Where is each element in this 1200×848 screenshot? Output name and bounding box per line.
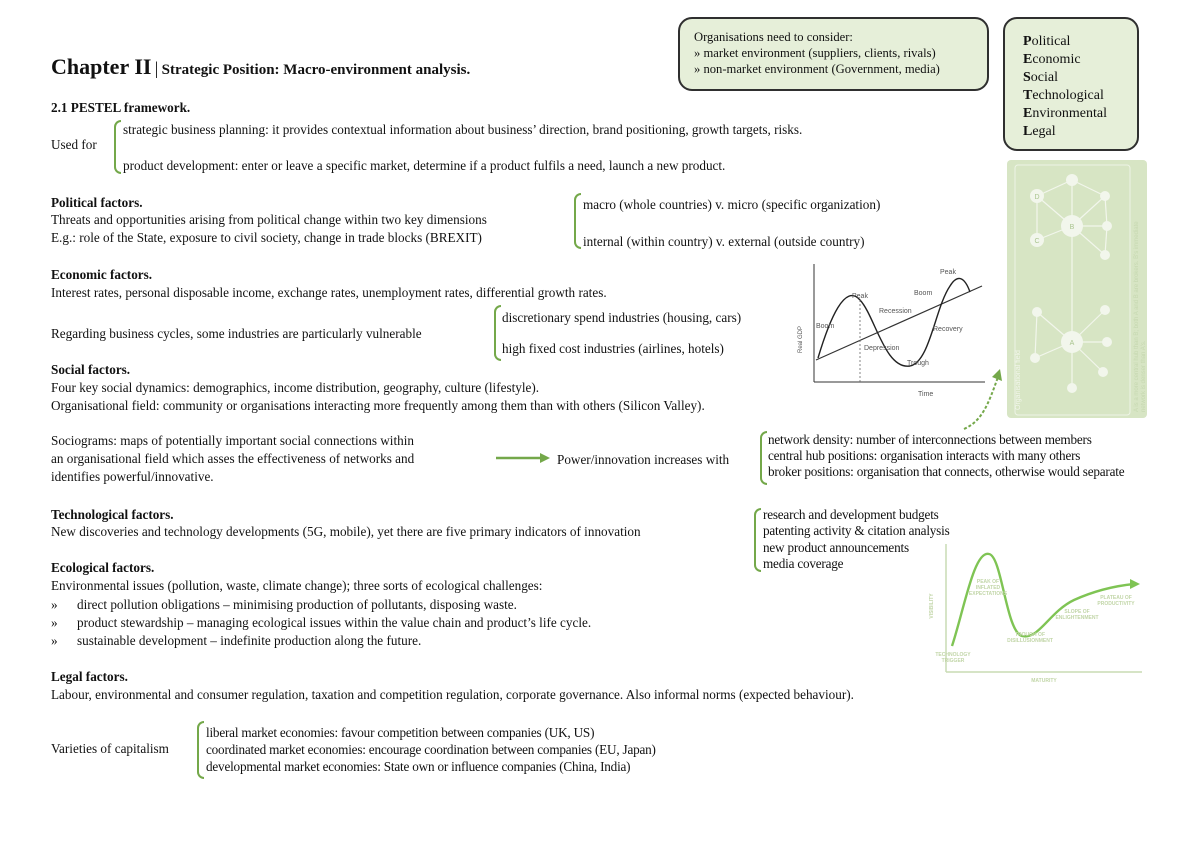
node-a-label: A: [1069, 340, 1075, 347]
used-for-label: Used for: [51, 137, 97, 152]
consider-line: » market environment (suppliers, clients, rivals): [694, 46, 936, 60]
economic-heading: Economic factors.: [51, 267, 153, 282]
power-innovation-label: Power/innovation increases with: [557, 452, 730, 467]
pestel-item: Technological: [1023, 88, 1104, 103]
pestel-heading: 2.1 PESTEL framework.: [51, 100, 191, 115]
political-line1: Threats and opportunities arising from political change within two key dimensions: [51, 212, 487, 227]
pestel-acronym-box: [1003, 17, 1139, 151]
title-separator: |: [154, 58, 159, 78]
industry-item: high fixed cost industries (airlines, hotels): [502, 341, 724, 356]
network-brace: [760, 431, 767, 485]
chart-xlabel: Time: [918, 391, 934, 398]
right-arrow: [496, 452, 552, 464]
pestel-item: Legal: [1023, 124, 1056, 139]
curved-arrow: [960, 365, 1008, 435]
political-heading: Political factors.: [51, 195, 143, 210]
hype-trough: TROUGH OF: [1015, 632, 1045, 638]
chapter-number: Chapter II: [51, 54, 152, 79]
use-strategic-planning: strategic business planning: it provides contextual information about business’ direction, brand positioning, growth targets, risks.: [123, 122, 803, 137]
hype-peak: EXPECTATIONS: [968, 591, 1008, 597]
hype-cycle-chart: [924, 540, 1148, 686]
economic-brace: [494, 305, 501, 361]
hype-plateau: PRODUCTIVITY: [1097, 601, 1135, 607]
capitalism-type: developmental market economies: State own or influence companies (China, India): [206, 759, 631, 774]
network-item: broker positions: organisation that connects, otherwise would separate: [768, 464, 1125, 479]
used-for-brace: [114, 120, 121, 174]
sociogram-definition: identifies powerful/innovative.: [51, 469, 214, 484]
chart-ylabel: Real GDP: [798, 325, 804, 353]
varieties-label: Varieties of capitalism: [51, 741, 169, 756]
sociogram-definition: Sociograms: maps of potentially important social connections within: [51, 433, 414, 448]
use-product-development: product development: enter or leave a specific market, determine if a product fulfils a need, launch a new product.: [123, 158, 726, 173]
ecological-heading: Ecological factors.: [51, 560, 155, 575]
pestel-item: Political: [1023, 34, 1071, 49]
capitalism-type: coordinated market economies: encourage coordination between companies (EU, Japan): [206, 742, 656, 757]
consider-line: Organisations need to consider:: [694, 30, 853, 44]
hype-trigger: TRIGGER: [941, 658, 965, 664]
sociogram-definition: an organisational field which asses the effectiveness of networks and: [51, 451, 415, 466]
hype-slope: ENLIGHTENMENT: [1055, 615, 1099, 621]
org-field-label: Organisational field: [1015, 350, 1022, 410]
ecological-item: sustainable development – indefinite production along the future.: [77, 633, 422, 648]
technological-line1: New discoveries and technology developments (5G, mobile), yet there are five primary indicators of innovation: [51, 524, 641, 539]
capitalism-type: liberal market economies: favour competition between companies (UK, US): [206, 725, 595, 740]
indicators-brace: [754, 508, 761, 572]
network-item: central hub positions: organisation interacts with many others: [768, 448, 1081, 463]
technological-heading: Technological factors.: [51, 507, 174, 522]
hype-ylabel: VISIBILITY: [929, 593, 935, 619]
consider-line: » non-market environment (Government, media): [694, 62, 940, 76]
ecological-item: direct pollution obligations – minimising production of pollutants, disposing waste.: [77, 597, 517, 612]
innovation-indicator: new product announcements: [763, 540, 909, 555]
chapter-title: [51, 54, 470, 83]
chapter-subtitle: Strategic Position: Macro-environment analysis.: [161, 62, 471, 78]
legal-heading: Legal factors.: [51, 669, 128, 684]
hype-slope: SLOPE OF: [1064, 609, 1090, 615]
chart-label-recovery: Recovery: [933, 326, 963, 333]
innovation-indicator: media coverage: [763, 556, 844, 571]
node-d-label: D: [1034, 194, 1040, 201]
chart-label-boom2: Boom: [914, 290, 933, 297]
chart-label-trough: Trough: [907, 360, 929, 367]
economic-line1: Interest rates, personal disposable income, exchange rates, unemployment rates, differential growth rates.: [51, 285, 607, 300]
sociogram-image: [1007, 160, 1147, 420]
innovation-indicator: research and development budgets: [763, 507, 939, 522]
hype-peak: INFLATED: [975, 585, 1001, 591]
sociogram-caption: network is denser than A's.: [1141, 340, 1147, 412]
political-dimension: internal (within country) v. external (outside country): [583, 234, 865, 249]
pestel-item: Environmental: [1023, 106, 1107, 121]
ecological-bullet: »: [51, 633, 58, 648]
political-line2: E.g.: role of the State, exposure to civil society, change in trade blocks (BREXIT): [51, 230, 482, 245]
node-b-label: B: [1069, 224, 1075, 231]
hype-xlabel: MATURITY: [1031, 678, 1057, 684]
consider-box: [678, 17, 989, 91]
pestel-item: Economic: [1023, 52, 1081, 67]
ecological-bullet: »: [51, 597, 58, 612]
hype-plateau: PLATEAU OF: [1100, 595, 1132, 601]
ecological-bullet: »: [51, 615, 58, 630]
network-item: network density: number of interconnections between members: [768, 432, 1092, 447]
social-heading: Social factors.: [51, 362, 131, 377]
hype-trough: DISILLUSIONMENT: [1007, 638, 1053, 644]
ecological-item: product stewardship – managing ecological issues within the value chain and product’s life cycle.: [77, 615, 592, 630]
chart-label-recession: Recession: [879, 308, 912, 315]
chart-label-peak2: Peak: [940, 269, 956, 276]
chart-label-depression: Depression: [864, 345, 900, 352]
chart-label-boom1: Boom: [816, 323, 835, 330]
sociogram-caption: A is a more central hub than B; both A and B are brokers. B's immediate: [1134, 221, 1140, 412]
innovation-indicator: patenting activity & citation analysis: [763, 523, 950, 538]
ecological-line1: Environmental issues (pollution, waste, climate change); three sorts of ecological challenges:: [51, 578, 543, 593]
social-line2: Organisational field: community or organisations interacting more frequently among them than with others (Silicon Valley).: [51, 398, 705, 413]
node-c-label: C: [1034, 238, 1040, 245]
industry-item: discretionary spend industries (housing, cars): [502, 310, 742, 325]
varieties-brace: [197, 721, 204, 779]
pestel-item: Social: [1023, 70, 1059, 85]
hype-peak: PEAK OF: [976, 579, 1000, 585]
hype-trigger: TECHNOLOGY: [935, 652, 971, 658]
chart-label-peak1: Peak: [852, 293, 868, 300]
economic-line2: Regarding business cycles, some industries are particularly vulnerable: [51, 326, 422, 341]
political-brace: [574, 193, 581, 249]
political-dimension: macro (whole countries) v. micro (specific organization): [583, 197, 881, 212]
social-line1: Four key social dynamics: demographics, income distribution, geography, culture (lifestyle).: [51, 380, 540, 395]
legal-line1: Labour, environmental and consumer regulation, taxation and competition regulation, corporate governance. Also informal norms (expected behaviour).: [51, 687, 854, 702]
